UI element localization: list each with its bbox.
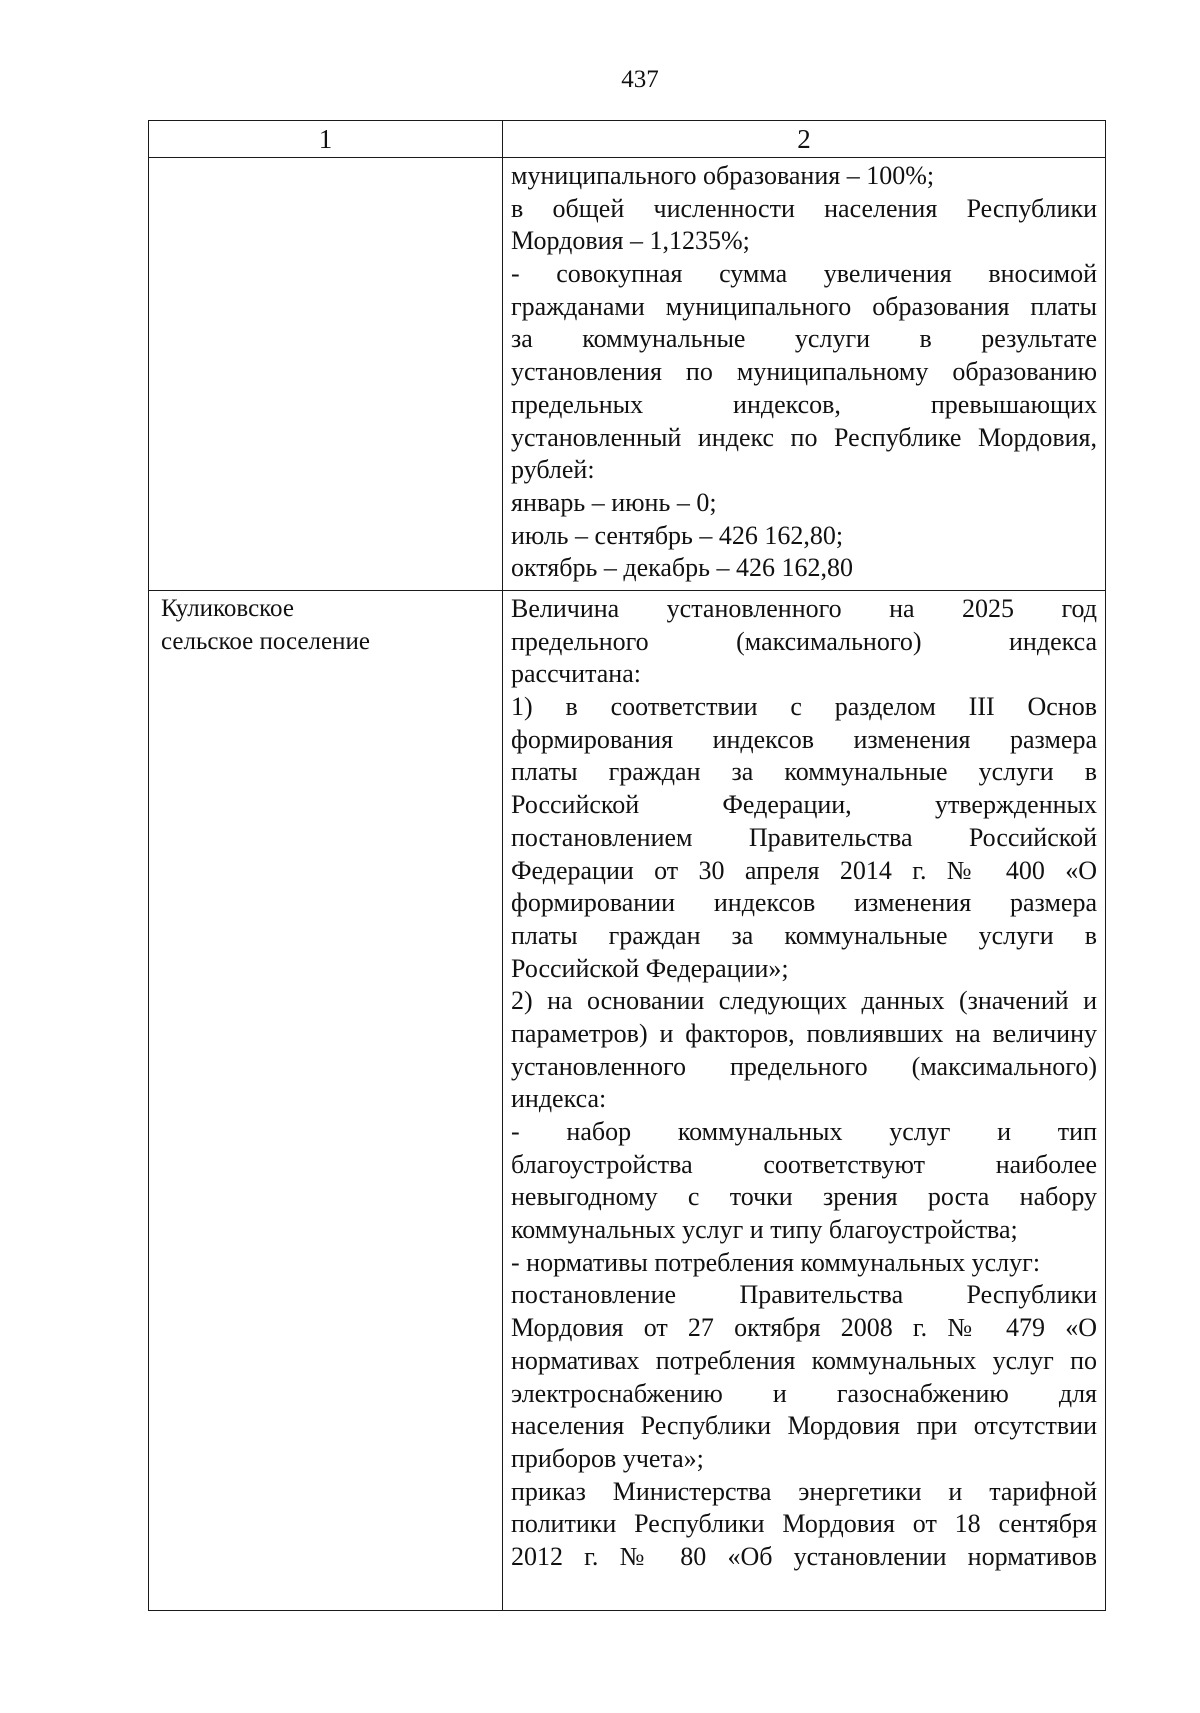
text-line: платы граждан за коммунальные услуги в xyxy=(511,920,1097,950)
text-line: Российской Федерации»; xyxy=(511,953,789,983)
text-line: январь – июнь – 0; xyxy=(511,487,717,517)
text-line: за коммунальные услуги в результате xyxy=(511,324,1097,354)
text-line: Мордовия от 27 октября 2008 г. № 479 «О xyxy=(511,1313,1097,1343)
text-line: индекса: xyxy=(511,1084,607,1114)
text-line: июль – сентябрь – 426 162,80; xyxy=(511,520,844,550)
row-2-col-2-cell xyxy=(503,591,1106,1611)
text-line: постановлением Правительства Российской xyxy=(511,822,1097,852)
row-2-col-1-cell xyxy=(149,591,503,1611)
text-line: предельных индексов, превышающих xyxy=(511,389,1097,419)
text-line: предельного (максимального) индекса xyxy=(511,626,1097,656)
text-line: Федерации от 30 апреля 2014 г. № 400 «О xyxy=(511,855,1097,885)
row-1-col-2-cell xyxy=(503,158,1106,591)
text-line: населения Республики Мордовия при отсутствии xyxy=(511,1411,1097,1441)
text-line: параметров) и факторов, повлиявших на величину xyxy=(511,1018,1097,1048)
row-1-municipality-name xyxy=(149,158,502,160)
text-line: невыгодному с точки зрения роста набору xyxy=(511,1182,1097,1212)
text-line: муниципального образования – 100%; xyxy=(511,161,935,190)
text-line: - совокупная сумма увеличения вносимой xyxy=(511,259,1097,289)
text-line: нормативах потребления коммунальных услуг по xyxy=(511,1345,1097,1375)
text-line: политики Республики Мордовия от 18 сентября xyxy=(511,1509,1097,1539)
text-line: благоустройства соответствуют наиболее xyxy=(511,1149,1097,1179)
text-line: платы граждан за коммунальные услуги в xyxy=(511,757,1097,787)
text-line: установленный индекс по Республике Мордовия, xyxy=(511,422,1097,452)
text-line: формирования индексов изменения размера xyxy=(511,724,1097,754)
text-line: Российской Федерации, утвержденных xyxy=(511,790,1097,820)
text-line: в общей численности населения Республики xyxy=(511,193,1097,223)
table-header-row xyxy=(149,121,1106,158)
table-row xyxy=(149,591,1106,1611)
text-line: постановление Правительства Республики xyxy=(511,1280,1097,1310)
row-2-description xyxy=(503,591,1105,1574)
text-line: - набор коммунальных услуг и тип xyxy=(511,1117,1097,1146)
text-line: установления по муниципальному образованию xyxy=(511,357,1097,387)
text-line: коммунальных услуг и типу благоустройства; xyxy=(511,1215,1018,1245)
text-line: электроснабжению и газоснабжению для xyxy=(511,1378,1097,1408)
text-line: приборов учета»; xyxy=(511,1443,704,1473)
text-line: октябрь – декабрь – 426 162,80 xyxy=(511,553,853,583)
column-header-1: 1 xyxy=(149,121,503,158)
text-line: установленного предельного (максимального) xyxy=(511,1051,1097,1081)
document-table xyxy=(148,120,1106,1611)
text-line: формировании индексов изменения размера xyxy=(511,888,1097,918)
row-1-description xyxy=(503,158,1105,585)
text-line: Мордовия – 1,1235%; xyxy=(511,226,750,256)
text-line: 1) в соответствии с разделом III Основ xyxy=(511,692,1097,722)
row-2-municipality-name xyxy=(149,591,502,658)
page-number: 437 xyxy=(621,66,659,93)
table-row xyxy=(149,158,1106,591)
text-line: гражданами муниципального образования платы xyxy=(511,291,1097,321)
municipality-name-line: Куликовское xyxy=(161,595,294,622)
municipality-name-line: сельское поселение xyxy=(161,627,370,655)
text-line: - нормативы потребления коммунальных услуг: xyxy=(511,1247,1041,1277)
row-1-col-1-cell xyxy=(149,158,503,591)
text-line: 2012 г. № 80 «Об установлении нормативов xyxy=(511,1541,1097,1571)
text-line: рассчитана: xyxy=(511,659,641,689)
column-header-2: 2 xyxy=(503,121,1106,158)
text-line: рублей: xyxy=(511,455,595,485)
text-line: 2) на основании следующих данных (значений и xyxy=(511,986,1097,1016)
text-line: приказ Министерства энергетики и тарифной xyxy=(511,1476,1097,1506)
text-line: Величина установленного на 2025 год xyxy=(511,594,1097,623)
